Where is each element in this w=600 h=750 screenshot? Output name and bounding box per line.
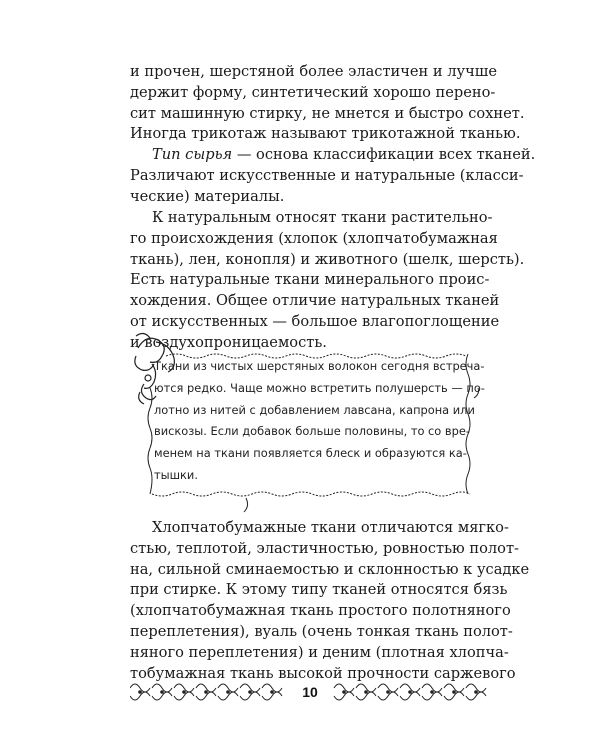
text-line: от искусственных — большое влагопоглощение [130, 312, 500, 330]
text-line: няного переплетения) и деним (плотная хлопча- [130, 643, 509, 661]
page-number: 10 [302, 684, 318, 700]
text-line: переплетения), вуаль (очень тонкая ткань полот- [130, 622, 513, 640]
note-line: менем на ткани появляется блеск и образуются ка- [154, 446, 467, 461]
note-line: лотно из нитей с добавлением лавсана, капрона или [154, 402, 475, 417]
term-fiber-type: Тип сырья [152, 146, 233, 163]
note-line: тышки. [154, 467, 198, 482]
note-line: вискозы. Если добавок больше половины, то со вре- [154, 424, 470, 439]
paragraph-1 [130, 62, 525, 145]
note-text [154, 356, 485, 487]
text-line: и прочен, шерстяной более эластичен и лучше [130, 63, 497, 80]
text-line: Иногда трикотаж называют трикотажной тканью. [130, 125, 521, 143]
text-line: тобумажная ткань высокой прочности саржевого [130, 664, 516, 682]
text-line [130, 145, 536, 166]
paragraph-4 [130, 518, 530, 684]
text-line: держит форму, синтетический хорошо перено- [130, 83, 496, 101]
note-line: ются редко. Чаще можно встретить полушерсть — по- [154, 380, 485, 395]
paragraph-2 [130, 145, 536, 207]
text-line: К натуральным относят ткани растительно- [152, 209, 493, 226]
text-line: при стирке. К этому типу тканей относятся бязь [130, 581, 508, 599]
note-box [150, 352, 485, 484]
text-line: Хлопчатобумажные ткани отличаются мягко- [152, 519, 509, 536]
text-fragment: — основа классификации всех тканей. [232, 146, 536, 163]
text-line: и воздухопроницаемость. [130, 333, 327, 351]
text-line: ческие) материалы. [130, 187, 285, 205]
note-line: Ткани из чистых шерстяных волокон сегодня встреча- [154, 359, 485, 373]
text-line: (хлопчатобумажная ткань простого полотняного [130, 602, 511, 620]
frame-bottom [152, 492, 470, 496]
text-line: хождения. Общее отличие натуральных тканей [130, 292, 500, 310]
text-line: Различают искусственные и натуральные (класси- [130, 166, 524, 184]
text-line: ткань), лен, конопля) и животного (шелк, шерсть). [130, 250, 525, 268]
text-line: го происхождения (хлопок (хлопчатобумажная [130, 229, 498, 247]
frame-left [148, 388, 152, 494]
page-footer [130, 678, 490, 708]
text-line: стью, теплотой, эластичностью, ровностью полот- [130, 539, 519, 557]
text-line: сит машинную стирку, не мнется и быстро сохнет. [130, 104, 525, 122]
text-line: Есть натуральные ткани минерального проис- [130, 271, 490, 289]
text-line: на, сильной сминаемостью и склонностью к усадке [130, 560, 530, 578]
